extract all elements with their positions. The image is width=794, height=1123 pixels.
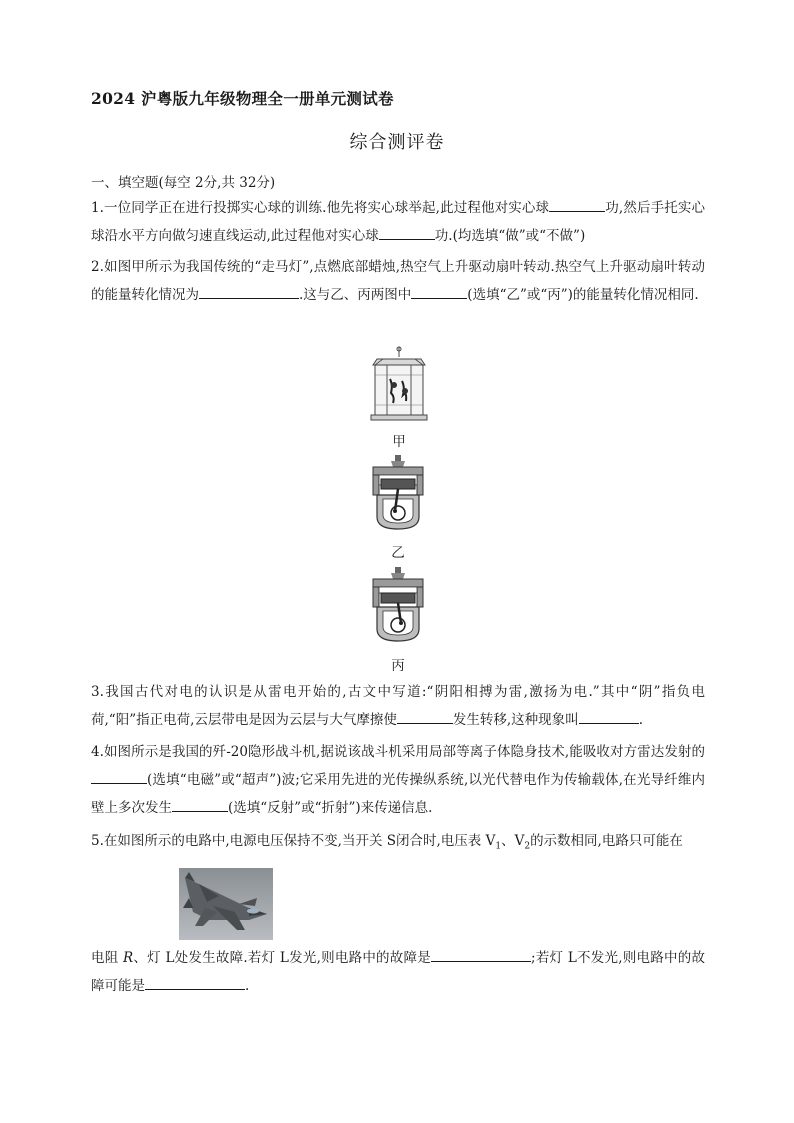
question-5-cont-text-b: 、灯 L处发生故障.若灯 L发光,则电路中的故障是 (133, 950, 432, 966)
question-4-text-b: (选填“电磁”或“超声”)波;它采用先进的光传操纵系统,以光代替电作为传输载体,在光导纤维内壁上多次发生 (91, 772, 705, 816)
answer-blank-4a (91, 769, 147, 784)
stealth-fighter-jet-photo (179, 868, 273, 940)
voltmeter-1-subscript: 1 (495, 841, 502, 852)
question-5-text-mid: 、V (501, 833, 525, 849)
figure-label-bing: 丙 (391, 658, 405, 674)
question-3-text-b: 发生转移,这种现象叫 (452, 712, 579, 728)
engine-cylinder-figure-yi (371, 455, 425, 531)
figure-label-jia: 甲 (392, 434, 406, 450)
answer-blank-5a (431, 947, 531, 962)
question-1-text-b: 功,然后手托实心球沿水平方向做匀速直线运动,此过程他对实心球 (91, 200, 705, 244)
answer-blank-3b (579, 709, 639, 724)
figure-label-yi: 乙 (391, 545, 405, 561)
revolving-lantern-figure (369, 345, 429, 421)
question-1-text-c: 功.(均选填“做”或“不做”) (434, 228, 586, 244)
section-heading-fill-in: 一、填空题(每空 2分,共 32分) (91, 175, 276, 191)
question-5-cont-text-d: . (245, 978, 250, 994)
question-5 (91, 827, 705, 861)
question-5-continued (91, 944, 705, 1000)
question-4-text-c: (选填“反射”或“折射”)来传递信息. (228, 800, 433, 816)
question-3-text-c: . (638, 712, 643, 728)
question-1-text-a: 1.一位同学正在进行投掷实心球的训练.他先将实心球举起,此过程他对实心球 (91, 200, 550, 216)
question-2-text-c: (选填“乙”或“丙”)的能量转化情况相同. (467, 287, 699, 303)
answer-blank-4b (172, 797, 228, 812)
question-2 (91, 253, 705, 309)
answer-blank-5b (145, 975, 245, 990)
question-5-cont-text-c: ;若灯 L不发光,则电路中的故障可能是 (91, 950, 705, 994)
question-1 (91, 194, 705, 250)
engine-cylinder-figure-bing (371, 567, 425, 643)
page-header: 2024 沪粤版九年级物理全一册单元测试卷 (91, 89, 394, 108)
voltmeter-2-subscript: 2 (524, 841, 531, 852)
question-4-text-a: 4.如图所示是我国的歼-20隐形战斗机,据说该战斗机采用局部等离子体隐身技术,能吸收对方雷达发射的 (91, 744, 705, 760)
question-5-text-a: 5.在如图所示的电路中,电源电压保持不变,当开关 S闭合时,电压表 V (91, 833, 496, 849)
answer-blank-1b (379, 225, 435, 240)
resistor-symbol-r: R (123, 950, 134, 966)
answer-blank-2b (411, 284, 467, 299)
question-3 (91, 678, 705, 734)
question-2-text-b: .这与乙、丙两图中 (299, 287, 412, 303)
answer-blank-1a (549, 197, 605, 212)
question-5-cont-text-a: 电阻 (91, 950, 124, 966)
question-2-text-a: 2.如图甲所示为我国传统的“走马灯”,点燃底部蜡烛,热空气上升驱动扇叶转动.热空气上升驱动扇叶转动的能量转化情况为 (91, 259, 705, 303)
paper-title: 综合测评卷 (349, 132, 445, 153)
question-5-text-b: 的示数相同,电路只可能在 (530, 833, 683, 849)
answer-blank-3a (397, 709, 453, 724)
question-3-text-a: 3.我国古代对电的认识是从雷电开始的,古文中写道:“阴阳相搏为雷,激扬为电.”其中“阴”指负电荷,“阳”指正电荷,云层带电是因为云层与大气摩擦使 (91, 684, 705, 728)
question-4 (91, 738, 705, 822)
answer-blank-2a (199, 284, 299, 299)
